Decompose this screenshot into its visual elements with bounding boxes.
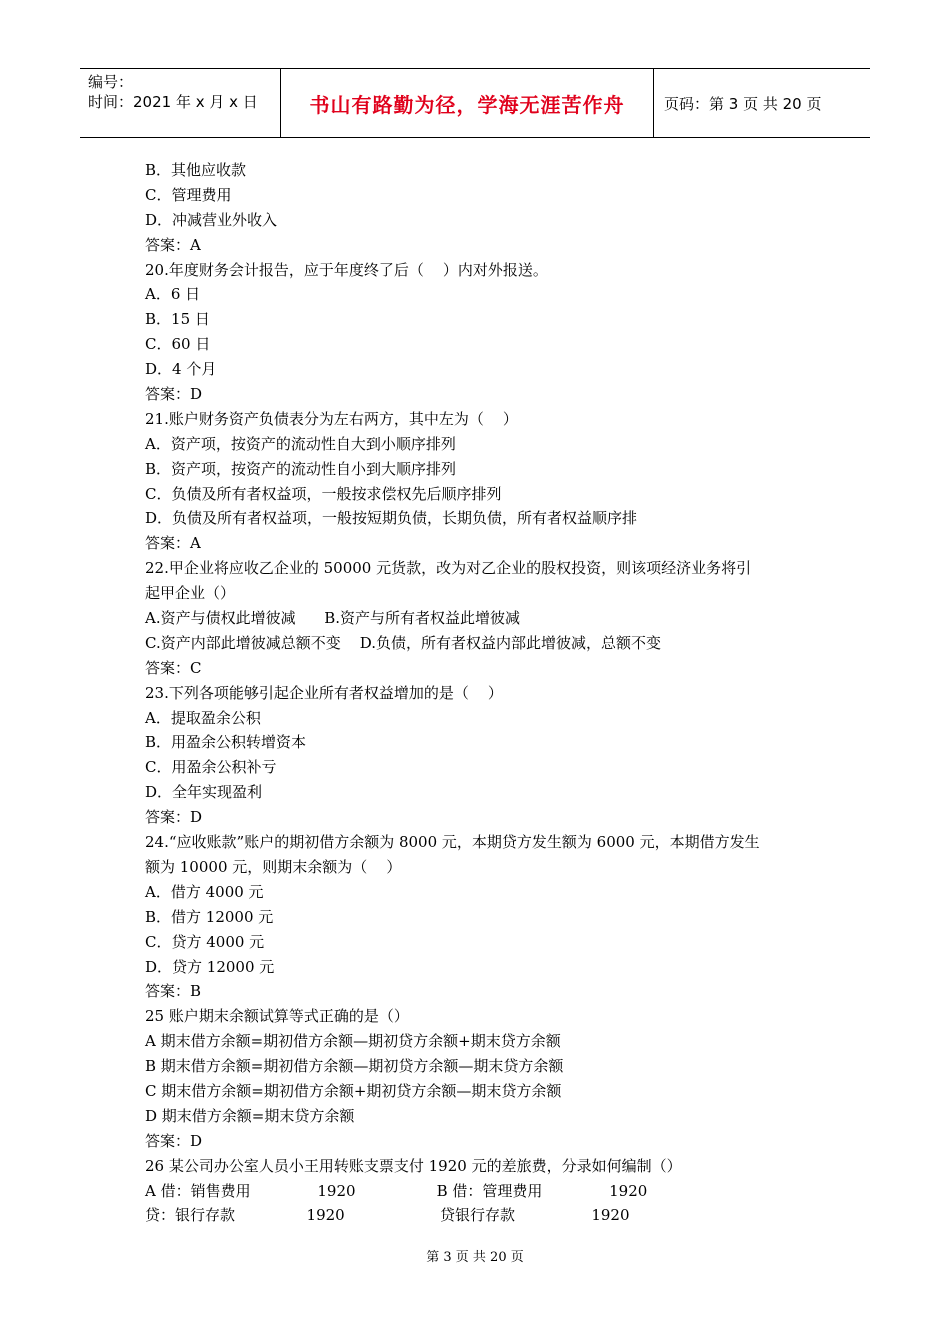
text-line: A 期末借方余额=期初借方余额—期初贷方余额+期末贷方余额 <box>145 1032 561 1051</box>
text-line: 25 账户期末余额试算等式正确的是（） <box>145 1007 409 1026</box>
text-line: C．管理费用 <box>145 185 232 204</box>
text-line: 额为 10000 元，则期末余额为（ ） <box>145 857 402 876</box>
text-line: D．4 个月 <box>145 360 217 379</box>
text-line: A．资产项，按资产的流动性自大到小顺序排列 <box>145 434 456 453</box>
document-body <box>145 158 825 1228</box>
header-page-info: 页码：第 3 页 共 20 页 <box>664 94 822 113</box>
text-line: C．贷方 4000 元 <box>145 932 265 951</box>
page-header <box>80 68 870 138</box>
text-line: 24.“应收账款”账户的期初借方余额为 8000 元，本期贷方发生额为 6000 元，本期借方发生 <box>145 833 760 852</box>
text-line: D．贷方 12000 元 <box>145 957 275 976</box>
text-line: 22.甲企业将应收乙企业的 50000 元货款，改为对乙企业的股权投资，则该项经济业务将引 <box>145 559 752 578</box>
text-line: 答案：D <box>145 385 203 404</box>
text-line: A．借方 4000 元 <box>145 882 264 901</box>
header-motto: 书山有路勤为径，学海无涯苦作舟 <box>281 69 654 137</box>
text-line: A.资产与债权此增彼减 B.资产与所有者权益此增彼减 <box>145 609 521 628</box>
text-line: C．用盈余公积补亏 <box>145 758 277 777</box>
text-line: C．60 日 <box>145 335 211 354</box>
text-line: D．全年实现盈利 <box>145 783 263 802</box>
text-line: B．15 日 <box>145 310 210 329</box>
text-line: 贷：银行存款 1920 贷银行存款 1920 <box>145 1206 630 1225</box>
text-line: D．冲减营业外收入 <box>145 210 278 229</box>
text-line: C 期末借方余额=期初借方余额+期初贷方余额—期末贷方余额 <box>145 1081 562 1100</box>
text-line: A．提取盈余公积 <box>145 708 261 727</box>
text-line: C.资产内部此增彼减总额不变 D.负债，所有者权益内部此增彼减，总额不变 <box>145 633 662 652</box>
text-line: C．负债及所有者权益项，一般按求偿权先后顺序排列 <box>145 484 502 503</box>
text-line: D．负债及所有者权益项，一般按短期负债，长期负债，所有者权益顺序排 <box>145 509 638 528</box>
text-line: B．用盈余公积转增资本 <box>145 733 307 752</box>
text-line: 21.账户财务资产负债表分为左右两方，其中左为（ ） <box>145 409 518 428</box>
text-line: A．6 日 <box>145 285 201 304</box>
document-number-label: 编号： <box>88 73 134 91</box>
text-line: 答案：D <box>145 808 203 827</box>
header-meta <box>80 69 281 137</box>
text-line: D 期末借方余额=期末贷方余额 <box>145 1106 355 1125</box>
text-line: 20.年度财务会计报告，应于年度终了后（ ）内对外报送。 <box>145 260 548 279</box>
document-date: 时间：2021 年 x 月 x 日 <box>88 93 258 111</box>
text-line: 26 某公司办公室人员小王用转账支票支付 1920 元的差旅费，分录如何编制（） <box>145 1156 682 1175</box>
text-line: 起甲企业（） <box>145 584 236 603</box>
text-line: 23.下列各项能够引起企业所有者权益增加的是（ ） <box>145 683 503 702</box>
text-line: 答案：D <box>145 1131 203 1150</box>
text-line: 答案：B <box>145 982 202 1001</box>
text-line: A 借：销售费用 1920 B 借：管理费用 1920 <box>145 1181 648 1200</box>
text-line: 答案：A <box>145 534 201 553</box>
text-line: B 期末借方余额=期初借方余额—期初贷方余额—期末贷方余额 <box>145 1057 564 1076</box>
text-line: B．其他应收款 <box>145 161 247 179</box>
text-line: B．资产项，按资产的流动性自小到大顺序排列 <box>145 459 457 478</box>
page-footer: 第 3 页 共 20 页 <box>426 1250 524 1265</box>
text-line: 答案：C <box>145 658 202 677</box>
text-line: B．借方 12000 元 <box>145 907 274 926</box>
text-line: 答案：A <box>145 235 201 254</box>
